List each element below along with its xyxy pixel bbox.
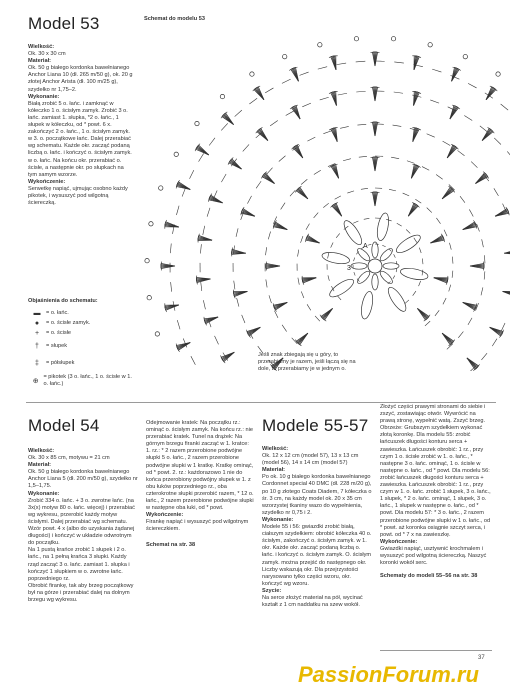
finish-heading: Wykończenie: — [380, 538, 418, 545]
schema-ref: Schemat na str. 38 — [146, 541, 196, 548]
chain-icon: ▬ — [33, 309, 41, 317]
chain-mark — [452, 271, 453, 278]
legend-text: = pikotek (3 o. łańc., 1 o. ścisłe w 1. o. łańc.) — [43, 374, 132, 388]
large-petal-mark — [321, 250, 350, 265]
chain-mark — [300, 72, 309, 75]
chain-mark — [215, 336, 219, 344]
legend-item — [28, 318, 138, 328]
chain-mark — [203, 300, 205, 309]
chain-mark — [469, 209, 473, 216]
chain-mark — [484, 271, 485, 279]
chain-mark — [207, 208, 210, 217]
work-value: Modele 55 i 56: gwiazdki zrobić białą, ciałszym szydełkiem: obrobić kółeczka 40 o. ścisłym, zakończyć o. ścisłym zamyk. w 1. okr. Każde okr. zacząć podaną liczbą o. łańc. i kończyć o. ścisłym zamyk. O. ścisłym zamyk. można przejść do następnego okr. Liczby wskazują okr. Dla przejrzystości narysowano tylko części wzoru, okr. kończyć wg wzoru. — [262, 524, 372, 587]
chain-mark — [234, 281, 235, 290]
chain-mark — [318, 67, 327, 69]
slip-stitch-icon: ● — [34, 319, 40, 327]
chain-mark — [391, 157, 399, 158]
chain-mark — [235, 110, 242, 116]
petal-mark — [372, 242, 378, 258]
chain-mark — [382, 245, 385, 247]
chain-mark — [266, 247, 267, 255]
chain-mark — [477, 224, 480, 232]
chain-mark — [460, 196, 465, 202]
chain-mark — [331, 243, 333, 248]
chain-mark — [427, 134, 435, 137]
petal-mark — [378, 247, 394, 263]
model5557-title: Modele 55-57 — [262, 416, 369, 435]
chain-mark — [286, 111, 294, 116]
chain-mark — [347, 191, 354, 193]
picot-mark — [282, 54, 286, 58]
stitch-crossbar — [298, 186, 301, 188]
picot-mark — [145, 258, 149, 262]
finish-value: Firankę napiąć i wysuszyć pod wilgotnym ściereczkiem. — [146, 519, 249, 533]
finish-value: Gwiazdki napiąć, usztywnić krochmalem i wysuszyć pod wilgotną ściereczką. Naszyć koronki wokół serc. — [380, 545, 487, 567]
chain-mark — [281, 203, 285, 210]
chain-mark — [361, 188, 368, 189]
picot-mark — [149, 222, 153, 226]
chain-mark — [452, 257, 453, 264]
chain-mark — [290, 190, 295, 196]
chain-mark — [237, 298, 239, 307]
chain-mark — [422, 258, 423, 264]
picot-mark — [463, 54, 467, 58]
work-value-3: Obrobić firankę, tak aby brzeg początkowy był na górze i przerabiać dalej na dolnym brzegu wg wykresu. — [28, 582, 134, 603]
chain-mark — [266, 279, 267, 287]
picot-mark — [428, 43, 432, 47]
chain-mark — [415, 199, 421, 203]
petal-mark — [356, 269, 372, 285]
stitch-crossbar — [476, 225, 477, 229]
sew-value: Na serce złożyć materiał na pół, wycinać kształt z 1 cm naddatku na szew wokół. — [262, 594, 363, 609]
chain-mark — [199, 153, 204, 161]
chain-mark — [389, 189, 396, 191]
finish-value: Serwetkę napiąć, ujmując osobno każdy pikotek, i wysuszyć pod wilgotną ściereczką. — [28, 185, 128, 207]
chain-mark — [413, 291, 416, 296]
section-divider — [26, 402, 496, 403]
chain-mark — [356, 61, 366, 62]
chain-mark — [328, 275, 329, 280]
chain-mark — [494, 188, 499, 196]
chain-mark — [340, 126, 349, 128]
model54-text — [28, 448, 138, 604]
large-petal-mark — [394, 232, 423, 256]
chain-mark — [323, 131, 331, 134]
chain-mark — [396, 268, 397, 272]
chain-mark — [354, 258, 355, 262]
chain-mark — [209, 138, 215, 146]
stitch-crossbar — [508, 211, 509, 215]
model53-schema-label: Schemat do modelu 53 — [144, 16, 205, 22]
footer-divider — [380, 650, 492, 651]
chain-mark — [256, 181, 261, 188]
stitch-crossbar — [224, 112, 227, 114]
material-heading: Materiał: — [262, 467, 286, 474]
work-value: Białą zrobić 5 o. łańc. i zamknąć w kółeczko 1 o. ścisłym zamyk. Zrobić 3 o. łańc. zamiast 1. słupka, *2 o. łańc., 1 słupek w kółeczku, od * powt. 6 x. zakończyć 2 o. łańc., 1 o. ścisłym zamyk. w 3. o. początkowe łańc. Dalej przerabiać wg schematu. Każde okr. zacząć podaną liczbą o. łańc. i kończyć o. ścisłym zamyk. w o. łańc. Na końcu okr. przerabiać o. ścisłe, a następnie okr. po słupkach na tym samym wzorze. — [28, 100, 132, 178]
chain-mark — [201, 282, 202, 291]
chain-mark — [507, 151, 510, 158]
chain-mark — [191, 356, 195, 365]
picot-mark — [195, 121, 199, 125]
chain-mark — [335, 196, 341, 199]
chain-mark — [247, 196, 251, 204]
double-crochet-icon: † — [35, 342, 39, 350]
picot-mark — [354, 37, 358, 41]
stitch-crossbar — [176, 344, 177, 348]
chain-mark — [432, 69, 441, 72]
work-heading: Wykonanie: — [28, 93, 60, 100]
chain-mark — [268, 231, 270, 239]
half-double-icon: ‡ — [35, 359, 39, 367]
chain-mark — [314, 170, 321, 174]
chain-mark — [242, 315, 245, 323]
legend-text: = słupek — [46, 342, 67, 349]
legend-item — [28, 328, 138, 338]
chain-mark — [267, 168, 273, 175]
chain-mark — [458, 150, 465, 155]
chain-mark — [336, 233, 340, 237]
chain-mark — [394, 62, 404, 63]
legend-heading: Objaśnienia do schematu: — [28, 298, 98, 304]
stitch-crossbar — [204, 317, 205, 321]
material-value: Ok. 50 g białego kordonka bawełnianego Anchor Liana 5 (dł. 200 m/50 g), szydełko nr 1,5–1,75. — [28, 469, 138, 490]
chain-mark — [307, 137, 315, 141]
picot-mark — [391, 37, 395, 41]
large-petal-mark — [399, 266, 428, 281]
single-crochet-icon: + — [34, 329, 40, 337]
chain-mark — [425, 321, 430, 326]
chain-mark — [397, 223, 402, 226]
model5557-text — [262, 446, 372, 609]
petal-mark — [372, 274, 378, 290]
petal-mark — [378, 269, 394, 285]
chain-mark — [301, 291, 304, 298]
stitch-crossbar — [473, 368, 476, 370]
chain-mark — [282, 79, 291, 83]
legend — [28, 298, 138, 390]
petal-mark — [351, 263, 367, 269]
petal-mark — [383, 263, 399, 269]
crochet-diagram — [135, 26, 510, 371]
chain-mark — [394, 254, 396, 257]
picot-mark — [496, 72, 500, 76]
size-heading: Wielkość: — [28, 448, 55, 454]
chain-mark — [177, 320, 180, 329]
chain-mark — [356, 91, 365, 92]
stitch-crossbar — [334, 164, 338, 165]
chain-mark — [343, 159, 351, 161]
picot-mark — [220, 94, 224, 98]
chain-mark — [314, 213, 319, 218]
chain-mark — [414, 238, 417, 243]
picot-icon: ⊕ — [32, 377, 39, 385]
chain-mark — [422, 167, 429, 171]
chain-mark — [200, 244, 201, 253]
size-value: Ok. 12 x 12 cm (model 57), 13 x 13 cm (model 56), 14 x 14 cm (model 57) — [262, 453, 359, 467]
chain-mark — [464, 115, 472, 120]
chain-mark — [243, 144, 249, 151]
model54-column-2 — [146, 420, 254, 549]
schema-ref: Schematy do modeli 55–56 na str. 38 — [380, 573, 478, 580]
chain-mark — [449, 285, 451, 292]
chain-mark — [320, 97, 329, 100]
chain-mark — [458, 332, 463, 338]
legend-text: = o. ścisłe zamyk. — [46, 319, 91, 326]
chain-mark — [427, 208, 432, 213]
chain-mark — [419, 248, 421, 253]
chain-mark — [403, 193, 409, 196]
chain-mark — [422, 270, 423, 276]
chain-mark — [419, 281, 421, 286]
chain-mark — [396, 261, 397, 265]
chain-mark — [190, 170, 194, 179]
chain-mark — [482, 239, 484, 247]
chain-mark — [449, 243, 451, 250]
page-number: 37 — [478, 655, 485, 661]
chain-mark — [481, 287, 483, 295]
stitch-crossbar — [424, 319, 427, 321]
model5557-column-2 — [380, 404, 492, 580]
chain-mark — [279, 156, 286, 162]
material-value: Ok. 50 g białego kordonka bawełnianego Anchor Liana 10 (dł. 265 m/50 g), ok. 20 g złotej Anchor Arista (dł. 100 m/25 g), szydełko nr 1,75–2. — [28, 65, 133, 93]
sew-heading: Szycie: — [262, 587, 282, 594]
large-petal-mark — [341, 218, 365, 247]
chain-mark — [302, 103, 311, 107]
chain-mark — [337, 296, 341, 300]
watermark-logo: PassionForum.ru — [298, 662, 479, 687]
chain-mark — [171, 282, 172, 292]
edging-text: Złożyć części prawymi stronami do siebie i zszyć, zostawiając otwór. Wywrócić na prawą stronę, wypełnić watą. Zszyć brzeg. Obrzeże: Grubszym szydełkiem wykonać złotą koronkę. Dla modelu 55: zrobić łańcuszek długości konturu serca + zawieszka. Łańcuszek obrobić: 1 rz., przy czym 1 o. ścisłe zrobić w 1. o. łańc., * następne 3 o. łańc. ominąć, 1 o. ścisłe w następne o. łańc., od * powt. Dla modelu 56: zrobić łańcuszek długości konturu serca + zawieszka. Łańcuszek obrobić: 1 rz., przy czym w 1. o. łańc. zrobić 1 słupek, 3 o. łańc., 1 słupek, * 2 o. łańc. ominąć, 1 słupek, 3 o. łańc., 1 słupek w następne o. łańc., od * powt. Dla modelu 57: * 3 o. łańc., 2 razem przerobione podwójne słupki w 1 o. łańc., od * powt. aż koronka osiągnie szczyt serca, i powt. od * 7 x na zawieszkę. — [380, 404, 491, 538]
chain-mark — [357, 124, 366, 125]
chain-mark — [249, 98, 257, 104]
diagram-note: Jeśli znak zbiegają się u góry, to przerabiamy je razem, jeśli łączą się na dole, to przerabiamy je w jednym o. — [258, 352, 356, 373]
legend-item — [28, 338, 138, 354]
chain-mark — [328, 253, 329, 259]
chain-mark — [406, 230, 410, 234]
chain-mark — [354, 272, 355, 275]
legend-item — [28, 354, 138, 372]
large-petal-mark — [327, 276, 356, 300]
chain-mark — [236, 228, 238, 237]
diagram-label-a: A — [363, 243, 368, 250]
chain-mark — [221, 123, 228, 130]
chain-mark — [443, 298, 446, 304]
chain-mark — [443, 141, 451, 145]
decrease-text: Odejmowanie kratek: Na początku rz.: ominąć o. ścisłym zamyk. Na końcu rz.: nie przerabiać kratek. Tunel na drążek: Na górnym brzegu firanki zacząć w 1. kratce: 1. rz.: * 2 razem przerobione podwójne słupki 5 o. łańc., 2 razem przerobione podwójne słupki w 1 kratkę. Kratkę ominąć, od * powt. 2. rz.: każdorazowo 1 nie do końca przerobiony podwójny słupek w 1. z obu łuków poprzedniego rz., oba czterokrotne słupki przerobić razem, * 12 o. łańc., 2 razem przerobione podwójne słupki w następne oba łuki, od * powt. — [146, 420, 254, 512]
chain-mark — [430, 100, 439, 103]
chain-mark — [501, 104, 508, 110]
chain-mark — [338, 93, 347, 95]
chain-mark — [323, 203, 328, 207]
stitch-crossbar — [294, 67, 298, 68]
picot-mark — [147, 296, 151, 300]
chain-mark — [269, 295, 271, 303]
chain-mark — [170, 244, 171, 254]
picot-mark — [159, 186, 163, 190]
diagram-label-3: 3 — [347, 265, 351, 272]
chain-mark — [436, 175, 443, 180]
size-value: Ok. 30 x 30 cm — [28, 51, 66, 58]
chain-mark — [471, 162, 477, 168]
chain-mark — [203, 226, 205, 235]
chain-mark — [492, 339, 497, 346]
stitch-crossbar — [320, 315, 322, 318]
chain-mark — [435, 310, 439, 316]
chain-mark — [306, 224, 310, 230]
model53-text — [28, 44, 134, 207]
picot-mark — [174, 152, 178, 156]
stitch-mark — [504, 253, 510, 254]
model53-title: Model 53 — [28, 14, 100, 33]
stitch-crossbar — [273, 303, 274, 307]
chain-mark — [364, 218, 370, 219]
size-value: Ok. 30 x 85 cm, motywu = 21 cm — [28, 455, 110, 462]
large-petal-mark — [375, 212, 390, 241]
large-petal-mark — [359, 290, 374, 319]
picot-mark — [250, 72, 254, 76]
chain-mark — [307, 304, 311, 310]
chain-mark — [480, 126, 487, 132]
crochet-diagram-svg — [135, 26, 510, 371]
legend-item — [28, 372, 138, 390]
chain-mark — [468, 83, 477, 88]
chain-mark — [393, 125, 402, 126]
chain-mark — [393, 276, 395, 279]
chain-mark — [494, 138, 501, 145]
chain-mark — [298, 278, 299, 285]
model54-title: Model 54 — [28, 416, 100, 435]
stitch-crossbar — [444, 238, 445, 242]
chain-mark — [315, 316, 320, 321]
material-heading: Materiał: — [28, 462, 52, 469]
chain-mark — [274, 311, 278, 318]
picot-mark — [155, 332, 159, 336]
legend-text: = o. łańc. — [46, 309, 69, 316]
material-heading: Materiał: — [28, 58, 52, 65]
chain-mark — [221, 174, 226, 182]
chain-mark — [270, 120, 278, 125]
size-heading: Wielkość: — [28, 44, 55, 50]
chain-mark — [405, 300, 409, 304]
chain-mark — [176, 206, 179, 215]
chain-mark — [265, 88, 273, 93]
picot-mark — [318, 43, 322, 47]
chain-mark — [394, 92, 403, 93]
legend-text: = półsłupek — [46, 359, 75, 366]
chain-mark — [337, 63, 347, 65]
finish-heading: Wykończenie: — [28, 178, 66, 185]
chain-mark — [353, 221, 358, 223]
large-petal-mark — [385, 285, 409, 314]
legend-item — [28, 308, 138, 318]
legend-text: = o. ścisłe — [46, 329, 72, 336]
size-heading: Wielkość: — [262, 446, 289, 452]
chain-mark — [298, 250, 299, 257]
center-ring — [368, 259, 382, 273]
chain-mark — [481, 353, 487, 360]
chain-mark — [436, 218, 440, 224]
chain-mark — [282, 325, 287, 332]
chain-mark — [368, 244, 372, 245]
chain-mark — [359, 156, 367, 157]
chain-mark — [301, 179, 307, 184]
chain-mark — [501, 323, 505, 331]
chain-mark — [182, 188, 185, 197]
chain-mark — [407, 161, 415, 164]
work-heading: Wykonanie: — [262, 516, 294, 523]
work-value-2: Na 1 pustą krańce zrobić 1 słupek i 2 o. łańc., na 1 pełną krańca 3 słupki. Każdy rząd zacząć 3 o. łańc. zamiast 1. słupka i kończyć 1 słupkiem w o. zwrotne łańc. poprzedniego rz. — [28, 547, 130, 582]
work-heading: Wykonanie: — [28, 490, 60, 497]
finish-heading: Wykończenie: — [146, 512, 184, 519]
material-value: Po ok. 10 g białego kordonka bawełnianego Cordonnet special 40 DMC (dł. 228 m/20 g), po 10 g złotego Coats Diadem, 7 kółeczka o śr. 3 cm, na każdy model ok. 20 x 35 cm wzorzystej tkaniny wazo do wypełnienia, szydełko nr 0,75 i 2. — [262, 474, 372, 516]
work-value: Zrobić 334 o. łańc. + 3 o. zwrotne łańc. (na 3x(x) motyw 80 o. łańc. więcej) i przerabiać wg wykresu, przerobić każdy motyw ścisłymi. Dalej przerabiać wg schematu. Wzór powt. 4 x (albo do uzyskania żądanej długości) i kończyć w układzie odwrotnym do początku. — [28, 497, 135, 547]
chain-mark — [468, 318, 472, 325]
chain-mark — [301, 236, 303, 243]
chain-mark — [444, 230, 447, 236]
